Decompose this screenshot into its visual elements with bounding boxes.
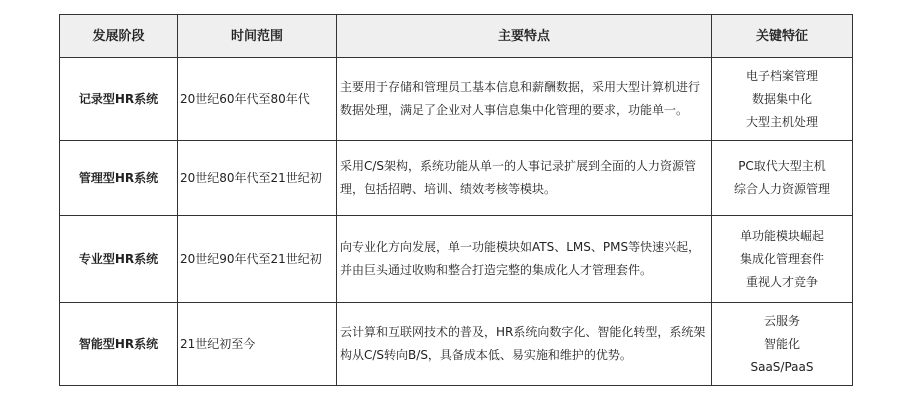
table-row [60, 58, 853, 141]
key-item: 重视人才竞争 [745, 274, 818, 289]
header-main-features: 主要特点 [337, 15, 712, 58]
header-key-characteristics: 关键特征 [712, 15, 853, 58]
key-item: SaaS/PaaS [750, 359, 814, 374]
header-stage: 发展阶段 [60, 15, 178, 58]
key-item: PC取代大型主机 [738, 159, 826, 173]
keys-cell [712, 141, 853, 216]
table-row [60, 141, 853, 216]
keys-cell [712, 216, 853, 303]
hr-system-evolution-table [59, 14, 853, 386]
feature-cell: 采用C/S架构，系统功能从单一的人事记录扩展到全面的人力资源管理，包括招聘、培训、绩效考核等模块。 [337, 141, 712, 216]
key-item: 云服务 [763, 313, 800, 328]
period-cell: 20世纪60年代至80年代 [178, 58, 337, 141]
key-item: 电子档案管理 [745, 68, 818, 83]
period-cell: 20世纪90年代至21世纪初 [178, 216, 337, 303]
stage-cell: 智能型HR系统 [60, 303, 178, 386]
keys-cell [712, 58, 853, 141]
stage-cell: 管理型HR系统 [60, 141, 178, 216]
table-header-row [60, 15, 853, 58]
feature-cell: 向专业化方向发展，单一功能模块如ATS、LMS、PMS等快速兴起，并由巨头通过收购和整合打造完整的集成化人才管理套件。 [337, 216, 712, 303]
feature-cell: 主要用于存储和管理员工基本信息和薪酬数据，采用大型计算机进行数据处理，满足了企业对人事信息集中化管理的要求，功能单一。 [337, 58, 712, 141]
period-cell: 21世纪初至今 [178, 303, 337, 386]
period-cell: 20世纪80年代至21世纪初 [178, 141, 337, 216]
table-row [60, 303, 853, 386]
key-item: 智能化 [763, 336, 800, 351]
key-item: 综合人力资源管理 [733, 182, 830, 196]
stage-cell: 记录型HR系统 [60, 58, 178, 141]
keys-cell [712, 303, 853, 386]
key-item: 数据集中化 [751, 91, 812, 106]
feature-cell: 云计算和互联网技术的普及，HR系统向数字化、智能化转型，系统架构从C/S转向B/S，具备成本低、易实施和维护的优势。 [337, 303, 712, 386]
key-item: 集成化管理套件 [739, 251, 824, 266]
header-period: 时间范围 [178, 15, 337, 58]
stage-cell: 专业型HR系统 [60, 216, 178, 303]
key-item: 大型主机处理 [745, 114, 818, 129]
key-item: 单功能模块崛起 [739, 228, 824, 243]
table-row [60, 216, 853, 303]
